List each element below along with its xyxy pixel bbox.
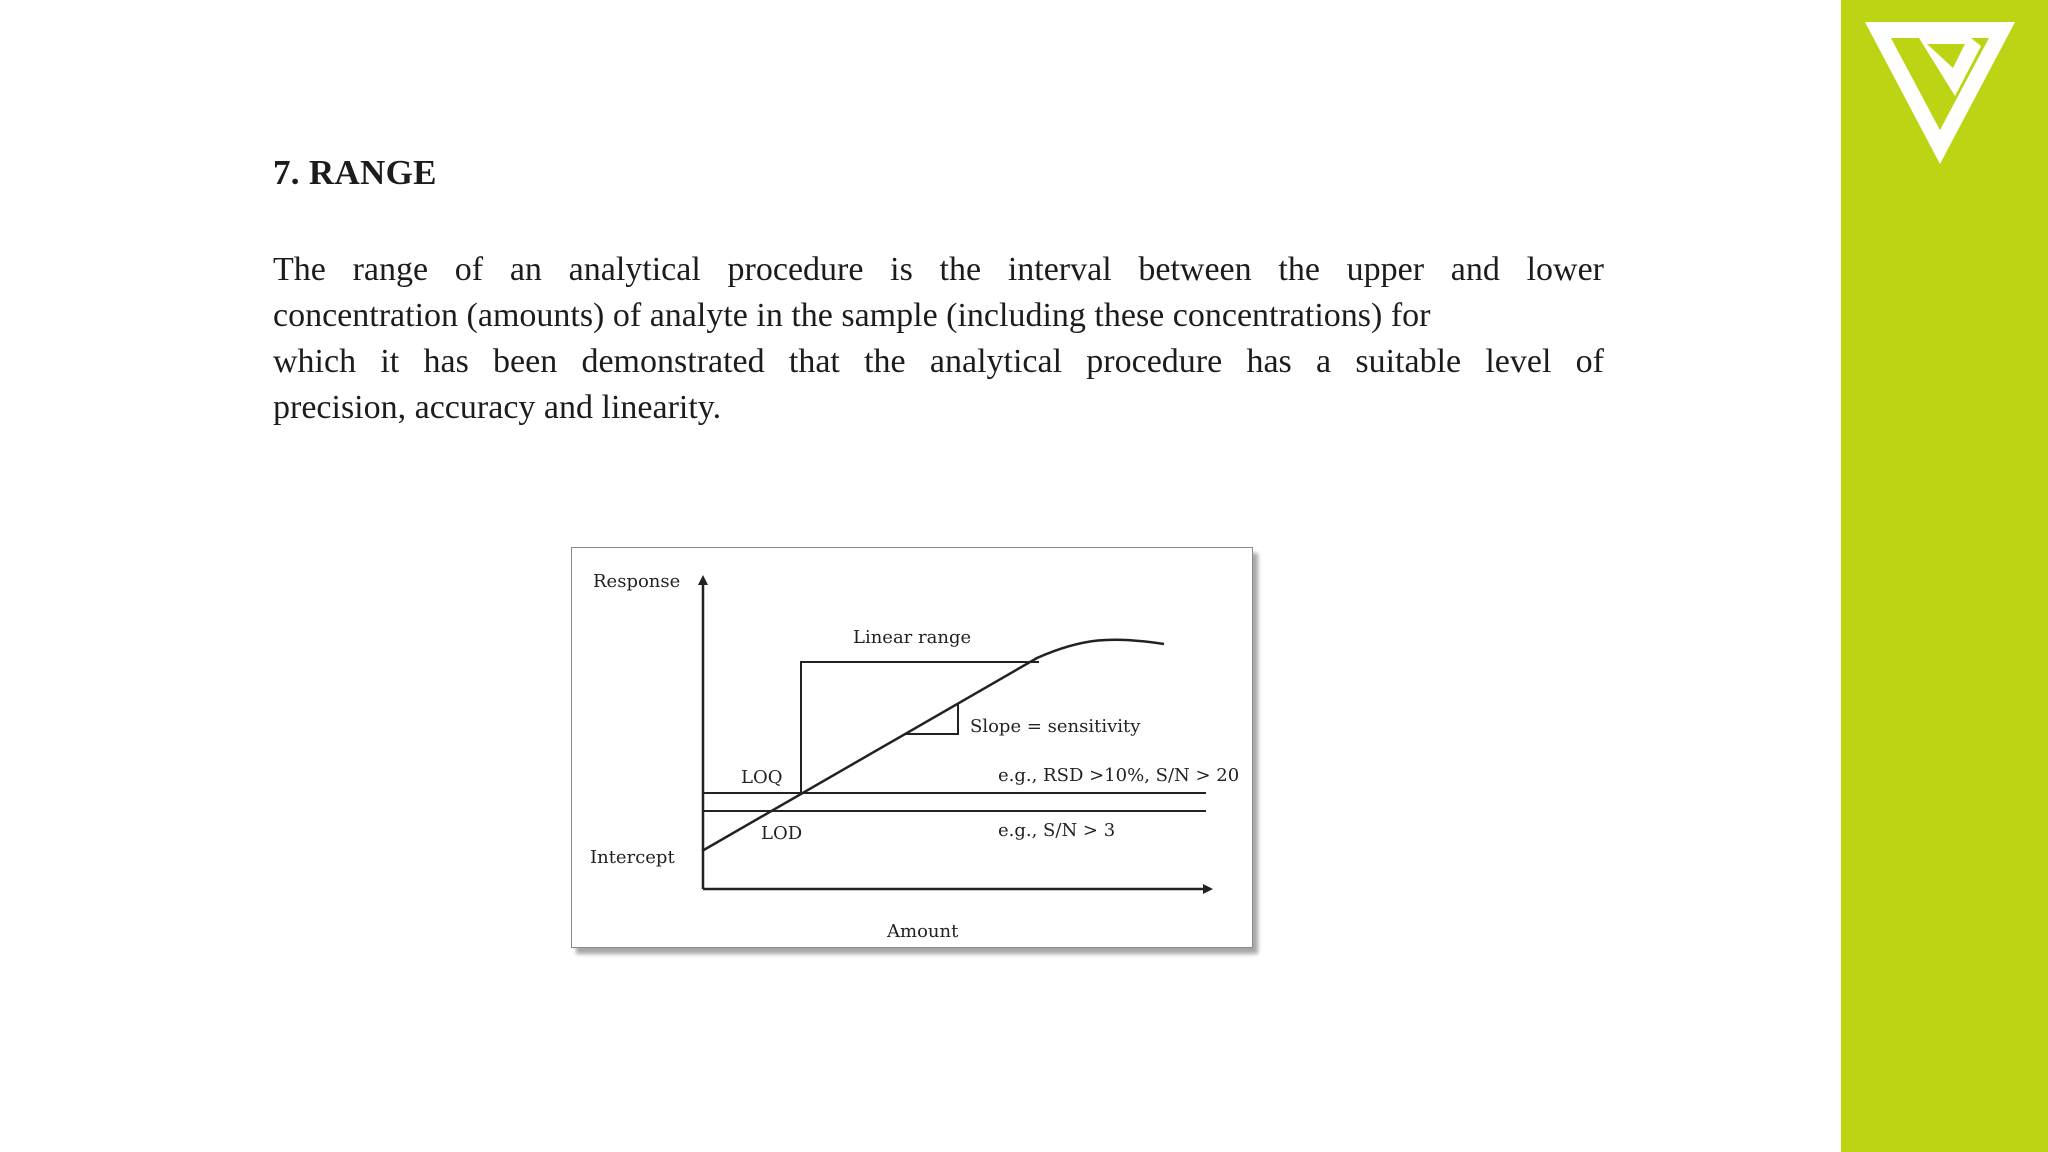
lod-label: LOD — [761, 823, 803, 844]
range-definition-paragraph — [273, 247, 1604, 431]
slope-label: Slope = sensitivity — [970, 716, 1141, 737]
accent-sidebar — [1841, 0, 2048, 1152]
paragraph-line-2: concentration (amounts) of analyte in the sample (including these concentrations) for — [273, 297, 1431, 334]
loq-label: LOQ — [741, 767, 783, 788]
linear-range-label: Linear range — [853, 627, 972, 648]
brand-logo-icon — [1861, 18, 2019, 170]
slide-heading: 7. RANGE — [273, 153, 437, 192]
loq-criterion-label: e.g., RSD >10%, S/N > 20 — [998, 765, 1240, 786]
range-diagram — [571, 547, 1253, 948]
paragraph-line-3: which it has been demonstrated that the analytical procedure has a suitable level of — [273, 343, 1604, 380]
x-axis-label: Amount — [887, 921, 959, 942]
y-axis-label: Response — [593, 571, 681, 592]
paragraph-line-1: The range of an analytical procedure is the interval between the upper and lower — [273, 251, 1604, 288]
paragraph-line-4: precision, accuracy and linearity. — [273, 389, 722, 426]
intercept-label: Intercept — [590, 847, 675, 868]
lod-criterion-label: e.g., S/N > 3 — [998, 820, 1116, 841]
range-diagram-svg — [572, 548, 1252, 947]
